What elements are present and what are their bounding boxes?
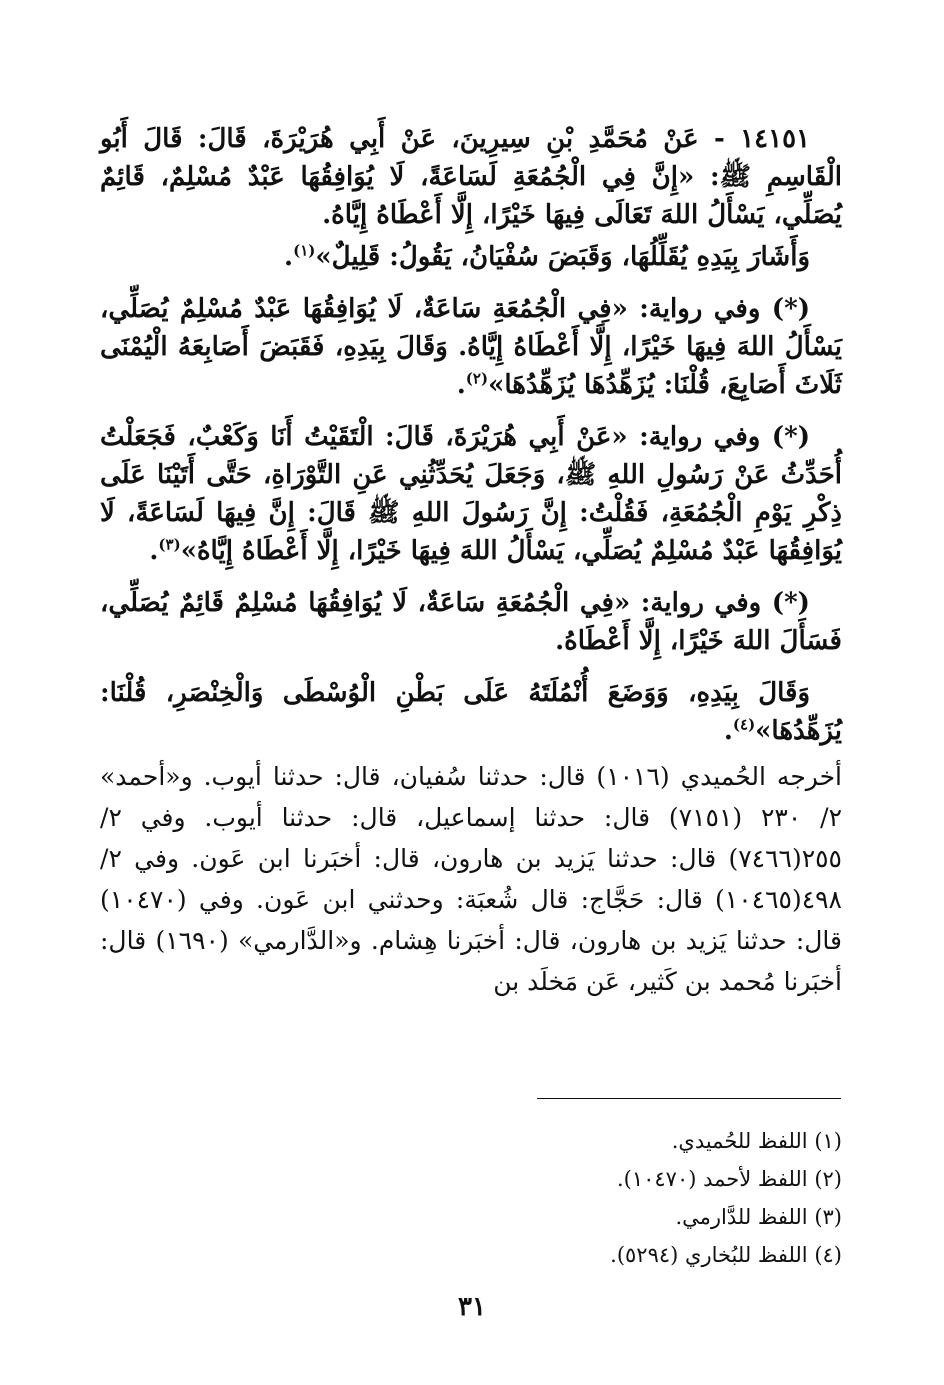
main-text <box>100 120 842 1016</box>
footnote-2: (٢) اللفظ لأحمد (١٠٤٧٠). <box>616 1167 842 1191</box>
riwaya-text: (*) وفي رواية: «فِي الْجُمُعَةِ سَاعَةٌ، لَا يُوَافِقُهَا عَبْدٌ مُسْلِمٌ يُصَلِّي، يَسْأَلُ اللهَ فِيهَا خَيْرًا، إِلَّا أَعْطَاهُ إِيَّاهُ. وَقَالَ بِيَدِهِ، فَقَبَضَ أَصَابِعَهُ الْيُمْنَى ثَلَاثَ أَصَابِعَ، قُلْنَا: يُزَهِّدُهَا يُزَهِّدُهَا» <box>100 294 842 400</box>
footnote-separator <box>537 1098 841 1099</box>
hadith-matn: «إِنَّ فِي الْجُمُعَةِ لَسَاعَةً، لَا يُوَافِقُهَا عَبْدٌ مُسْلِمٌ، قَائِمٌ يُصَلِّي، يَسْأَلُ اللهَ تَعَالَى فِيهَا خَيْرًا، إِلَّا أَعْطَاهُ إِيَّاهُ. <box>100 162 842 230</box>
riwaya-paragraph-1: (*) وفي رواية: «فِي الْجُمُعَةِ سَاعَةٌ، لَا يُوَافِقُهَا عَبْدٌ مُسْلِمٌ يُصَلِّي، يَسْأَلُ اللهَ فِيهَا خَيْرًا، إِلَّا أَعْطَاهُ إِيَّاهُ. وَقَالَ بِيَدِهِ، فَقَبَضَ أَصَابِعَهُ الْيُمْنَى ثَلَاثَ أَصَابِعَ، قُلْنَا: يُزَهِّدُهَا يُزَهِّدُهَا»$^{(٢)}$. <box>100 294 842 400</box>
footnote-3: (٣) اللفظ للدَّارمي. <box>675 1205 842 1229</box>
footnotes <box>282 1122 842 1274</box>
footnote-1: (١) اللفظ للحُميدي. <box>671 1129 842 1153</box>
footnote-ref-4: (٤) <box>732 715 756 734</box>
riwaya-paragraph-3 <box>100 584 842 660</box>
riwaya-paragraph-2: (*) وفي رواية: «عَنْ أَبِي هُرَيْرَةَ، قَالَ: الْتَقَيْتُ أَنَا وَكَعْبٌ، فَجَعَلْتُ أُحَدِّثُ عَنْ رَسُولِ اللهِ ﷺ، وَجَعَلَ يُحَدِّثُنِي عَنِ التَّوْرَاةِ، حَتَّى أَتَيْنَا عَلَى ذِكْرِ يَوْمِ الْجُمُعَةِ، فَقُلْتُ: إِنَّ رَسُولَ اللهِ ﷺ قَالَ: إِنَّ فِيهَا لَسَاعَةً، لَا يُوَافِقُهَا عَبْدٌ مُسْلِمٌ يُصَلِّي، يَسْأَلُ اللهَ فِيهَا خَيْرًا، إِلَّا أَعْطَاهُ إِيَّاهُ»$^{(٣)}$. <box>100 422 842 566</box>
hadith-intro: ١٤١٥١ - عَنْ مُحَمَّدِ بْنِ سِيرِينَ، عَنْ أَبِي هُرَيْرَةَ، قَالَ: قَالَ أَبُو الْقَاسِمِ ﷺ: <box>100 124 842 192</box>
gesture-text: وَأَشَارَ بِيَدِهِ يُقَلِّلُهَا، وَقَبَضَ سُفْيَانُ، يَقُولُ: قَلِيلٌ» <box>315 242 810 272</box>
hadith-paragraph <box>100 120 842 234</box>
footnote-4: (٤) اللفظ للبُخاري (٥٢٩٤). <box>610 1243 842 1267</box>
page-number: ٣١ <box>458 1292 486 1322</box>
riwaya-text: (*) وفي رواية: «عَنْ أَبِي هُرَيْرَةَ، قَالَ: الْتَقَيْتُ أَنَا وَكَعْبٌ، فَجَعَلْتُ أُحَدِّثُ عَنْ رَسُولِ اللهِ ﷺ، وَجَعَلَ يُحَدِّثُنِي عَنِ التَّوْرَاةِ، حَتَّى أَتَيْنَا عَلَى ذِكْرِ يَوْمِ الْجُمُعَةِ، فَقُلْتُ: إِنَّ رَسُولَ اللهِ ﷺ قَالَ: إِنَّ فِيهَا لَسَاعَةً، لَا يُوَافِقُهَا عَبْدٌ مُسْلِمٌ يُصَلِّي، يَسْأَلُ اللهَ فِيهَا خَيْرًا، إِلَّا أَعْطَاهُ إِيَّاهُ» <box>100 422 842 566</box>
footnote-ref-2: (٢) <box>465 369 489 388</box>
takhrij-paragraph: أخرجه الحُميدي (١٠١٦) قال: حدثنا سُفيان، قال: حدثنا أيوب. و«أحمد» ٢/ ٢٣٠ (٧١٥١) قال: حدثنا إسماعيل، قال: حدثنا أيوب. وفي ٢/ ٢٥٥(٧٤٦٦) قال: حدثنا يَزيد بن هارون، قال: أخبَرنا ابن عَون. وفي ٢/ ٤٩٨(١٠٤٦٥) قال: حَجَّاج: قال شُعبَة: وحدثني ابن عَون. وفي (١٠٤٧٠) قال: حدثنا يَزيد بن هارون، قال: أخبَرنا هِشام. و«الدَّارمي» (١٦٩٠) قال: أخبَرنا مُحمد بن كَثير، عَن مَخلَد بن <box>100 762 843 996</box>
footnote-ref-1: (١) <box>293 241 316 260</box>
closing-paragraph: وَقَالَ بِيَدِهِ، وَوَضَعَ أُنْمُلَتَهُ عَلَى بَطْنِ الْوُسْطَى وَالْخِنْصَرِ، قُلْنَا: يُزَهِّدُهَا»$^{(٤)}$. <box>100 678 842 746</box>
riwaya-text: (*) وفي رواية: «فِي الْجُمُعَةِ سَاعَةٌ، لَا يُوَافِقُهَا مُسْلِمٌ قَائِمٌ يُصَلِّي، فَسَأَلَ اللهَ خَيْرًا، إِلَّا أَعْطَاهُ. <box>100 588 842 656</box>
gesture-paragraph: وَأَشَارَ بِيَدِهِ يُقَلِّلُهَا، وَقَبَضَ سُفْيَانُ، يَقُولُ: قَلِيلٌ»$^{(١)}$. <box>284 241 810 272</box>
closing-text: وَقَالَ بِيَدِهِ، وَوَضَعَ أُنْمُلَتَهُ عَلَى بَطْنِ الْوُسْطَى وَالْخِنْصَرِ، قُلْنَا: يُزَهِّدُهَا» <box>100 678 842 746</box>
footnote-ref-3: (٣) <box>158 535 181 554</box>
